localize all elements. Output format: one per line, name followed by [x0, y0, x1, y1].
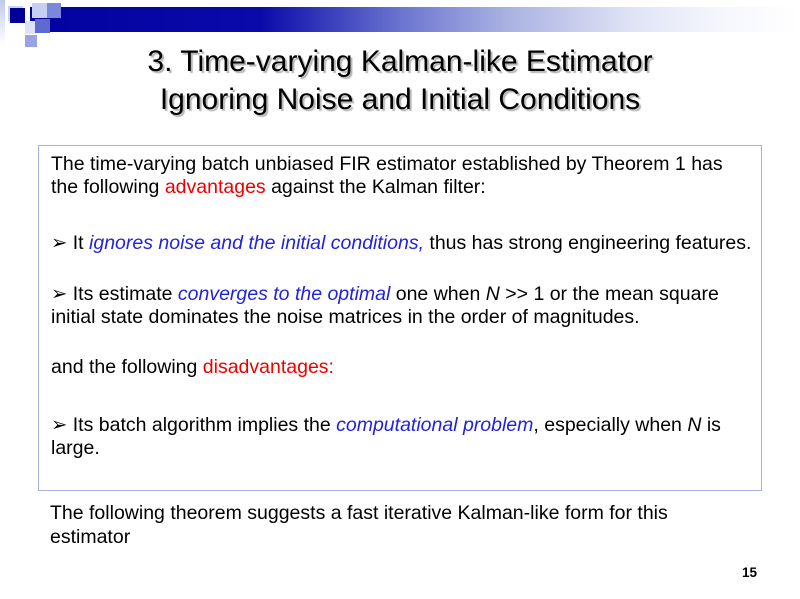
text-segment: ➢ Its estimate — [51, 283, 178, 305]
text-segment: ignores noise and the initial conditions, — [89, 232, 424, 254]
text-segment: converges to the optimal — [177, 283, 391, 305]
text-segment: disadvantages: — [202, 356, 334, 378]
top-gradient-bar — [30, 7, 800, 32]
deco-square-pale — [32, 3, 47, 18]
text-segment: one when — [390, 283, 486, 305]
deco-square-medium-small — [35, 19, 50, 33]
left-gradient-strip — [0, 0, 5, 46]
text-segment: against the Kalman filter: — [265, 176, 486, 198]
text-segment: The time-varying batch unbiased FIR estimator established by Theorem 1 has the following — [51, 153, 723, 198]
text-segment: >> 1 or the mean square initial state dominates the noise matrices in the order of magnitudes. — [51, 283, 719, 328]
footer-note: The following theorem suggests a fast iterative Kalman-like form for this estimator — [50, 502, 668, 548]
slide-title-line1: 3. Time-varying Kalman-like Estimator — [147, 45, 653, 78]
disadvantages-line — [51, 356, 753, 379]
deco-square-medium — [47, 3, 61, 18]
text-segment: N — [485, 283, 500, 305]
text-segment: ➢ Its batch algorithm implies the — [51, 414, 337, 436]
deco-square-navy — [10, 8, 25, 23]
text-segment: computational problem — [336, 414, 534, 436]
text-segment: thus has strong engineering features. — [423, 232, 752, 254]
text-segment: , especially when — [533, 414, 688, 436]
slide-title-line2: Ignoring Noise and Initial Conditions — [159, 83, 641, 116]
bullet-converges-optimal — [51, 283, 753, 329]
text-segment: advantages — [164, 176, 266, 198]
content-box — [38, 145, 762, 491]
bullet-computational — [51, 414, 753, 460]
text-segment: is large. — [51, 414, 721, 459]
text-segment: and the following — [51, 356, 203, 378]
text-segment: N — [687, 414, 702, 436]
text-segment: ➢ It — [51, 232, 90, 254]
intro-paragraph — [51, 153, 753, 199]
bullet-ignores-noise — [51, 232, 753, 255]
slide-title — [0, 43, 800, 119]
page-number: 15 — [741, 565, 757, 580]
